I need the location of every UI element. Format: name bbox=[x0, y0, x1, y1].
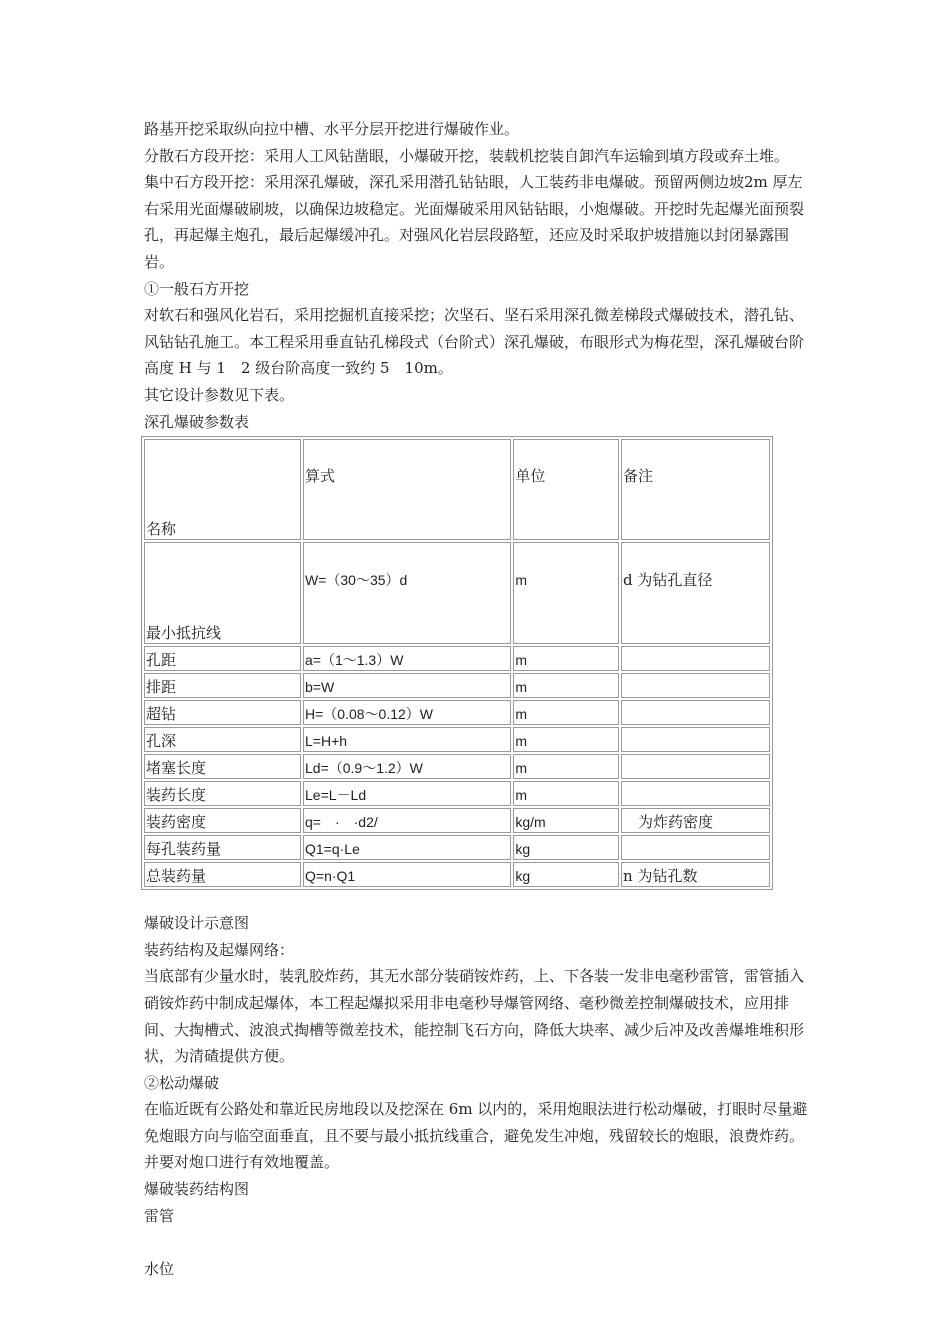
cell-note bbox=[621, 781, 770, 806]
table-row bbox=[144, 862, 770, 887]
section-heading-general-stone: ①一般石方开挖 bbox=[144, 279, 250, 298]
cell-note bbox=[621, 673, 770, 698]
figure-label-detonator: 雷管 bbox=[144, 1206, 175, 1225]
cell-name: 孔距 bbox=[144, 646, 301, 671]
table-row bbox=[144, 673, 770, 698]
header-name: 名称 bbox=[144, 439, 301, 540]
table-row bbox=[144, 646, 770, 671]
cell-unit: kg bbox=[513, 835, 619, 860]
cell-formula: L=H+h bbox=[303, 727, 511, 752]
cell-name: 总装药量 bbox=[144, 862, 301, 887]
cell-formula: Ld=（0.9～1.2）W bbox=[303, 754, 511, 779]
table-row bbox=[144, 754, 770, 779]
table-caption: 深孔爆破参数表 bbox=[144, 412, 250, 431]
figure-caption-charge-structure: 爆破装药结构图 bbox=[144, 1180, 250, 1199]
cell-formula: Q=n·Q1 bbox=[303, 862, 511, 887]
paragraph-roadbed-excavation: 路基开挖采取纵向拉中槽、水平分层开挖进行爆破作业。 bbox=[144, 120, 520, 138]
cell-name: 每孔装药量 bbox=[144, 835, 301, 860]
cell-name: 排距 bbox=[144, 673, 301, 698]
cell-name: 堵塞长度 bbox=[144, 754, 301, 779]
blank-line bbox=[144, 1229, 808, 1256]
cell-formula: a=（1～1.3）W bbox=[303, 646, 511, 671]
text-after-table bbox=[144, 910, 808, 1282]
table-row bbox=[144, 542, 770, 644]
table-row bbox=[144, 835, 770, 860]
table-row bbox=[144, 781, 770, 806]
figure-caption-blast-design: 爆破设计示意图 bbox=[144, 914, 250, 933]
cell-formula: H=（0.08～0.12）W bbox=[303, 700, 511, 725]
cell-name: 装药长度 bbox=[144, 781, 301, 806]
table-row bbox=[144, 808, 770, 833]
cell-formula: W=（30～35）d bbox=[303, 542, 511, 644]
paragraph-loosening-blast: 在临近既有公路处和靠近民房地段以及挖深在 6m 以内的，采用炮眼法进行松动爆破，打眼时尽量避免炮眼方向与临空面垂直，且不要与最小抵抗线重合，避免发生冲炮，残留较长的炮眼，浪费炸药。并要对炮口进行有效地覆盖。 bbox=[144, 1100, 808, 1172]
document-page bbox=[144, 116, 808, 1282]
cell-note: 为炸药密度 bbox=[621, 808, 770, 833]
cell-note bbox=[621, 754, 770, 779]
figure-label-water-level: 水位 bbox=[144, 1259, 175, 1278]
header-unit: 单位 bbox=[513, 439, 619, 540]
cell-unit: m bbox=[513, 781, 619, 806]
paragraph-charge-structure: 当底部有少量水时，装乳胶炸药，其无水部分装硝铵炸药，上、下各装一发非电毫秒雷管，雷管插入硝铵炸药中制成起爆体，本工程起爆拟采用非电毫秒导爆管网络、毫秒微差控制爆破技术，应用排间、大掏槽式、波浪式掏槽等微差技术，能控制飞石方向，降低大块率、减少后冲及改善爆堆堆积形状，为清碴提供方便。 bbox=[144, 967, 805, 1066]
cell-formula: q= · ·d2/ bbox=[303, 808, 511, 833]
cell-unit: m bbox=[513, 700, 619, 725]
cell-note bbox=[621, 700, 770, 725]
cell-note bbox=[621, 835, 770, 860]
cell-note: d 为钻孔直径 bbox=[621, 542, 770, 644]
cell-name: 孔深 bbox=[144, 727, 301, 752]
cell-name: 装药密度 bbox=[144, 808, 301, 833]
cell-note bbox=[621, 727, 770, 752]
paragraph-concentrated-stone: 集中石方段开挖：采用深孔爆破，深孔采用潜孔钻钻眼，人工装药非电爆破。预留两侧边坡2m 厚左右采用光面爆破刷坡，以确保边坡稳定。光面爆破采用风钻钻眼，小炮爆破。开挖时先起爆光面预裂孔，再起爆主炮孔，最后起爆缓冲孔。对强风化岩层段路堑，还应及时采取护坡措施以封闭暴露围岩。 bbox=[144, 173, 805, 271]
cell-unit: m bbox=[513, 754, 619, 779]
cell-unit: m bbox=[513, 542, 619, 644]
table-header-row bbox=[144, 439, 770, 540]
paragraph-see-table: 其它设计参数见下表。 bbox=[144, 385, 295, 404]
cell-note bbox=[621, 646, 770, 671]
table-row bbox=[144, 727, 770, 752]
cell-formula: Q1=q·Le bbox=[303, 835, 511, 860]
header-note: 备注 bbox=[621, 439, 770, 540]
cell-formula: b=W bbox=[303, 673, 511, 698]
cell-note: n 为钻孔数 bbox=[621, 862, 770, 887]
blasting-parameter-table bbox=[141, 436, 773, 890]
cell-unit: m bbox=[513, 673, 619, 698]
cell-unit: m bbox=[513, 646, 619, 671]
cell-formula: Le=L－Ld bbox=[303, 781, 511, 806]
cell-unit: kg/m bbox=[513, 808, 619, 833]
paragraph-scattered-stone: 分散石方段开挖：采用人工风钻凿眼，小爆破开挖，装载机挖装自卸汽车运输到填方段或弃土堆。 bbox=[144, 146, 790, 165]
cell-name: 最小抵抗线 bbox=[144, 542, 301, 644]
section-heading-charge-structure: 装药结构及起爆网络： bbox=[144, 940, 295, 959]
table-row bbox=[144, 700, 770, 725]
cell-name: 超钻 bbox=[144, 700, 301, 725]
paragraph-soft-rock: 对软石和强风化岩石，采用挖掘机直接采挖；次坚石、坚石采用深孔微差梯段式爆破技术，潜孔钻、风钻钻孔施工。本工程采用垂直钻孔梯段式（台阶式）深孔爆破，布眼形式为梅花型，深孔爆破台阶高度 H 与 1 2 级台阶高度一致约 5 10m。 bbox=[144, 306, 805, 378]
section-heading-loosening-blast: ②松动爆破 bbox=[144, 1073, 220, 1092]
header-formula: 算式 bbox=[303, 439, 511, 540]
cell-unit: kg bbox=[513, 862, 619, 887]
cell-unit: m bbox=[513, 727, 619, 752]
